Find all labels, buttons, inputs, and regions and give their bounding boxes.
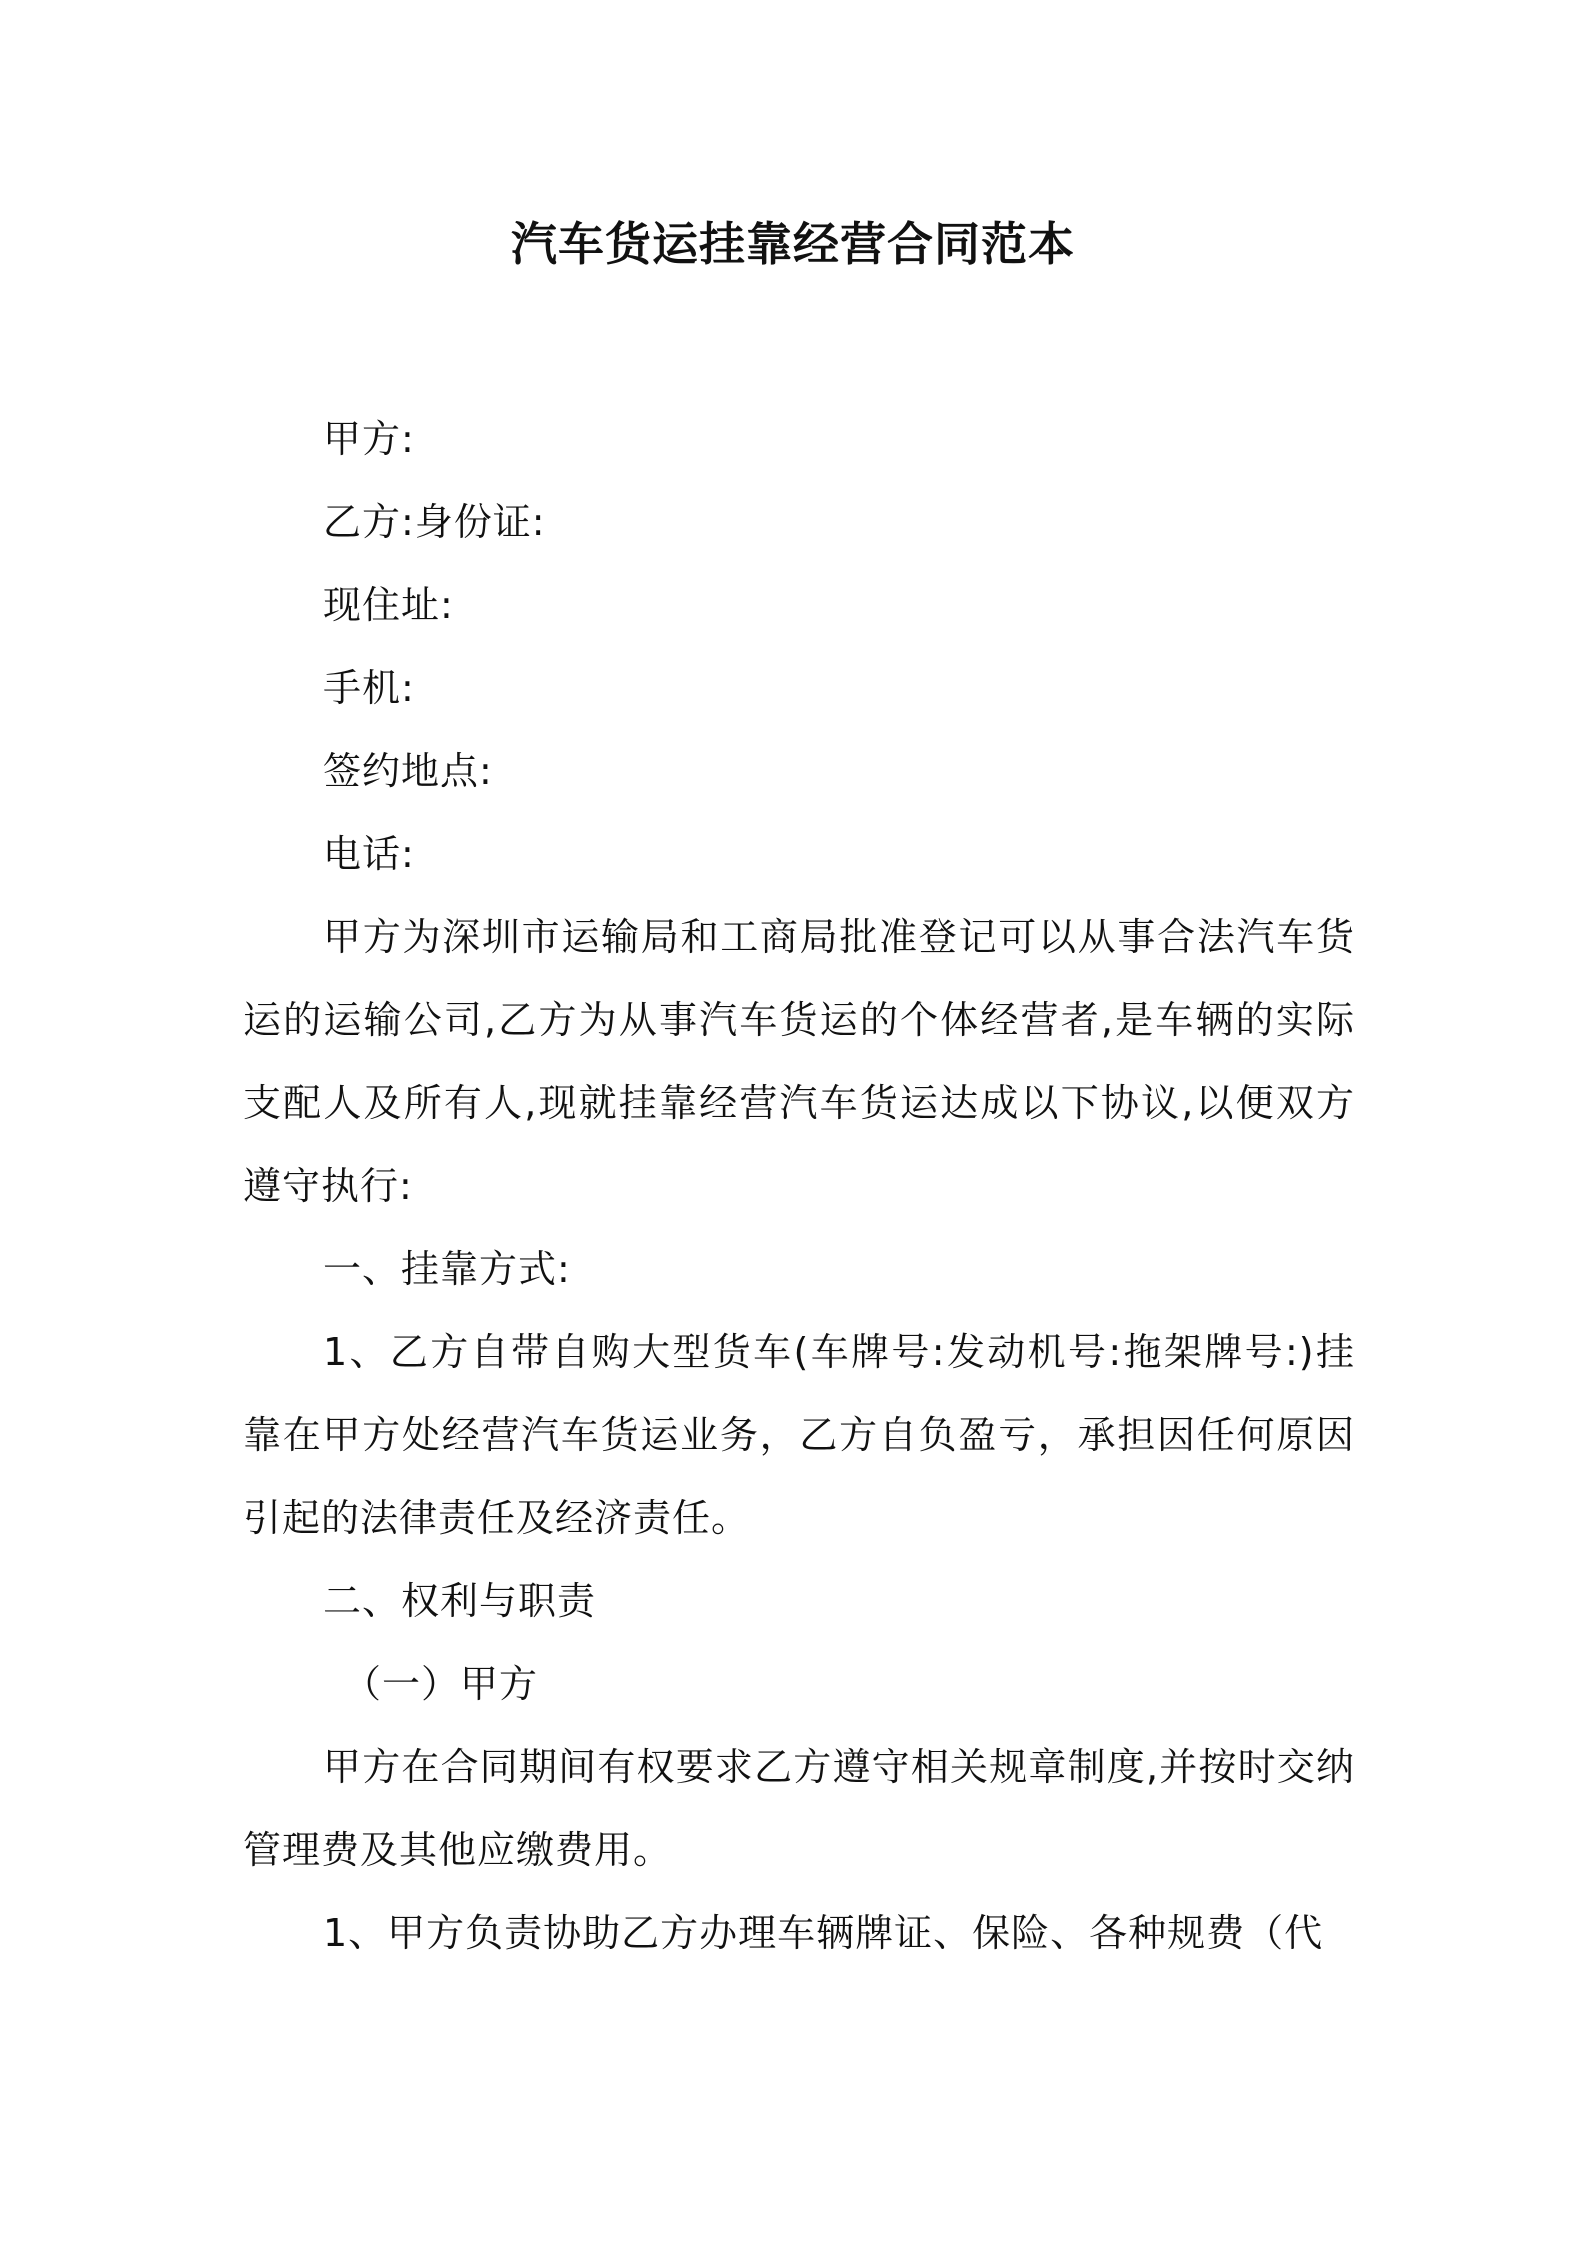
mobile-field: 手机: [323,666,415,710]
party-a-field: 甲方: [323,417,415,461]
party-b-field: 乙方:身份证: [323,500,546,544]
signing-place-field: 签约地点: [323,749,493,793]
document-body [243,398,1355,1975]
section-paragraph: 1、乙方自带自购大型货车(车牌号:发动机号:拖架牌号:)挂靠在甲方处经营汽车货运业务，乙方自负盈亏，承担因任何原因引起的法律责任及经济责任。 [243,1330,1355,1540]
intro-paragraph: 甲方为深圳市运输局和工商局批准登记可以从事合法汽车货运的运输公司,乙方为从事汽车货运的个体经营者,是车辆的实际支配人及所有人,现就挂靠经营汽车货运达成以下协议,以便双方遵守执行: [243,915,1355,1208]
section-heading: 二、权利与职责 [323,1579,597,1623]
subsection-paragraph: 甲方在合同期间有权要求乙方遵守相关规章制度,并按时交纳管理费及其他应缴费用。 [243,1745,1355,1872]
section-heading: 一、挂靠方式: [323,1247,571,1291]
address-field: 现住址: [323,583,454,627]
subsection-heading: （一）甲方 [343,1662,539,1706]
phone-field: 电话: [323,832,415,876]
document-title: 汽车货运挂靠经营合同范本 [511,217,1075,271]
subsection-item: 1、甲方负责协助乙方办理车辆牌证、保险、各种规费（代 [323,1911,1324,1955]
